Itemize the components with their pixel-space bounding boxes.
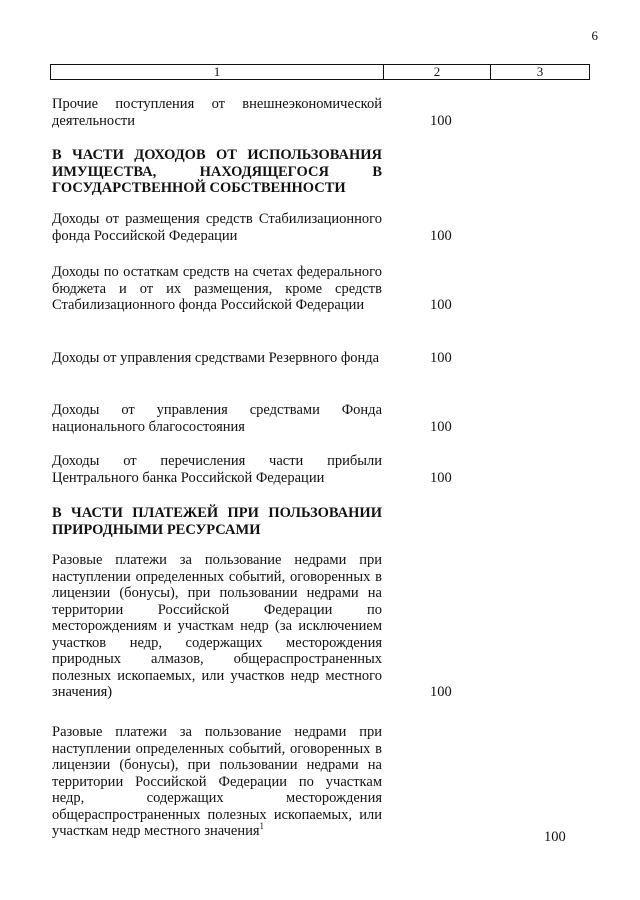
- table-row: [52, 264, 592, 314]
- footnote-marker: 1: [259, 821, 265, 832]
- row-value: 100: [430, 418, 452, 435]
- row-text: Доходы от управления средствами Резервного фонда: [52, 350, 380, 366]
- table-row: [52, 350, 592, 367]
- row-value: 100: [430, 297, 452, 313]
- row-text: Прочие поступления от внешнеэкономической деятельности: [52, 96, 382, 129]
- row-text: [52, 724, 382, 840]
- row-text: Разовые платежи за пользование недрами при наступлении определенных событий, оговоренных в лицензии (бонусы), при пользовании недрами на территории Российской Федерации по месторождениям и участкам недр (за исключением участков недр, содержащих месторождения природных алмазов, общераспространенных полезных ископаемых, или участков недр местного значения): [52, 552, 382, 700]
- table-row: [52, 724, 592, 845]
- row-value: 100: [544, 829, 566, 845]
- row-text: Доходы от размещения средств Стабилизационного фонда Российской Федерации: [52, 211, 382, 244]
- section-heading: [52, 505, 592, 538]
- table-row: [52, 402, 592, 435]
- table-row: [52, 552, 592, 701]
- row-value: 100: [430, 227, 452, 244]
- row-text: Доходы от управления средствами Фонда национального благосостояния: [52, 402, 382, 435]
- page-number: 6: [591, 28, 598, 43]
- section-heading: [52, 147, 592, 197]
- section-heading-text: В ЧАСТИ ДОХОДОВ ОТ ИСПОЛЬЗОВАНИЯ ИМУЩЕСТВА, НАХОДЯЩЕГОСЯ В ГОСУДАРСТВЕННОЙ СОБСТВЕННОСТИ: [52, 147, 382, 196]
- row-text-body: Разовые платежи за пользование недрами при наступлении определенных событий, оговоренных в лицензии (бонусы), при пользовании недрами на территории Российской Федерации по участкам недр, содержащих месторождения общераспространенных полезных ископаемых, или участкам недр местного значения: [52, 724, 382, 839]
- header-col-1: 1: [51, 65, 384, 79]
- row-value: 100: [430, 684, 452, 700]
- row-text: Доходы от перечисления части прибыли Центрального банка Российской Федерации: [52, 453, 382, 486]
- row-text: Доходы по остаткам средств на счетах федерального бюджета и от их размещения, кроме средств Стабилизационного фонда Российской Федерации: [52, 264, 382, 313]
- table-header: [50, 64, 590, 80]
- row-value: 100: [430, 469, 452, 486]
- table-row: [52, 96, 592, 129]
- row-value: 100: [430, 350, 452, 366]
- table-row: [52, 211, 592, 244]
- table-row: [52, 453, 592, 486]
- header-col-2: 2: [384, 65, 491, 79]
- header-col-3: 3: [536, 64, 544, 79]
- section-heading-text: В ЧАСТИ ПЛАТЕЖЕЙ ПРИ ПОЛЬЗОВАНИИ ПРИРОДНЫМИ РЕСУРСАМИ: [52, 505, 382, 538]
- row-value: 100: [430, 112, 452, 129]
